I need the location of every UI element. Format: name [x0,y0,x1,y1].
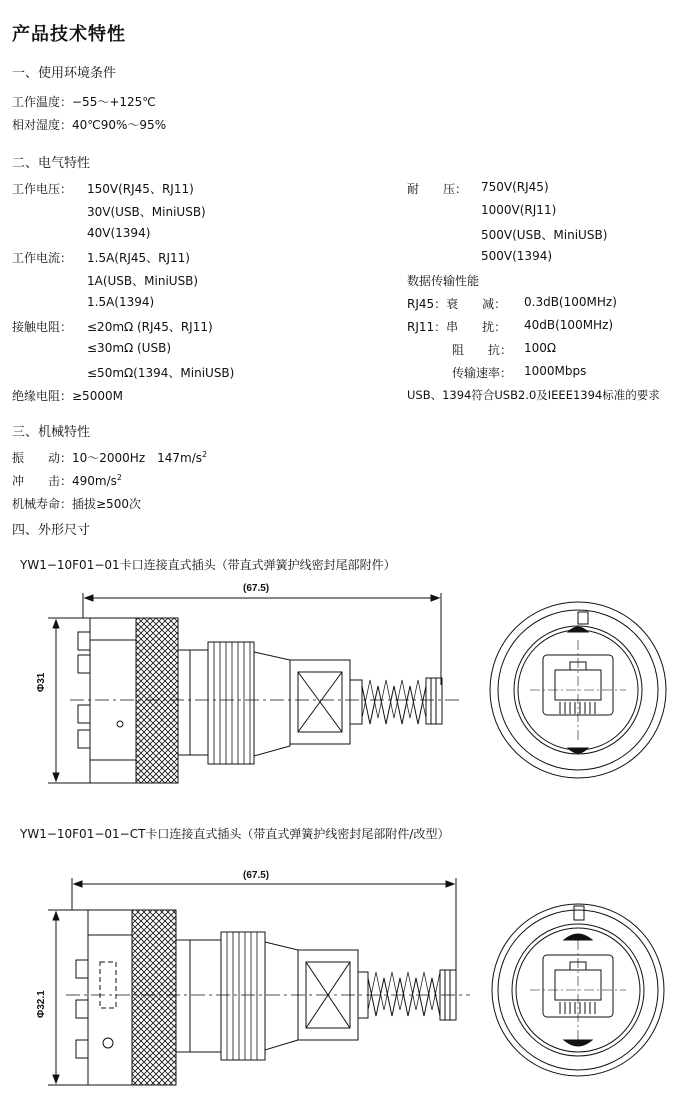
current-value: 1.5A(1394) [87,295,155,309]
rate-label: 传输速率： [452,366,513,380]
mechanical-life: 机械寿命：插拔≥500次 [12,497,141,511]
standard-compliance: USB、1394符合USB2.0及IEEE1394标准的要求 [407,388,660,402]
figure2-length-label: (67.5) [243,870,270,881]
impedance-label: 阻 抗： [452,343,513,357]
section-dims-heading: 四、外形尺寸 [12,523,91,538]
withstand-value: 500V(1394) [481,249,553,263]
rj11-crosstalk-value: 40dB(100MHz) [524,318,614,332]
figure2-side-view [48,878,470,1085]
rj45-attenuation-value: 0.3dB(100MHz) [524,295,617,309]
vibration-exponent: 2 [202,450,208,459]
withstand-value: 750V(RJ45) [481,180,549,194]
withstand-value: 500V(USB、MiniUSB) [481,228,608,242]
voltage-label: 工作电压： [12,182,73,196]
rj45-attenuation-label: RJ45：衰 减： [407,297,507,311]
figure2-end-view [492,904,664,1076]
shock-text: 冲 击：490m/s [12,474,117,488]
rate-value: 1000Mbps [524,364,587,378]
contact-label: 接触电阻： [12,320,73,334]
section-env-heading: 一、使用环境条件 [12,66,117,81]
rj11-crosstalk-label: RJ11：串 扰： [407,320,507,334]
relative-humidity: 相对湿度：40℃90%～95% [12,118,167,132]
figure1-end-view [490,602,666,778]
figure1-length-label: (67.5) [243,583,270,594]
impedance-value: 100Ω [524,341,557,355]
current-value: 1A(USB、MiniUSB) [87,274,199,288]
voltage-value: 150V(RJ45、RJ11) [87,182,194,196]
contact-value: ≤30mΩ (USB) [87,341,171,355]
figure1-diameter-label: Φ31 [36,672,47,692]
figure2-diameter-label: Φ32.1 [36,990,47,1018]
contact-value: ≤20mΩ (RJ45、RJ11) [87,320,213,334]
withstand-value: 1000V(RJ11) [481,203,557,217]
insulation-resistance: 绝缘电阻：≥5000M [12,389,123,403]
transfer-heading: 数据传输性能 [407,274,480,288]
current-label: 工作电流： [12,251,73,265]
shock-exponent: 2 [116,473,122,482]
withstand-label: 耐 压： [407,182,468,196]
figure1-caption: YW1−10F01−01卡口连接直式插头（带直式弹簧护线密封尾部附件） [20,558,396,572]
current-value: 1.5A(RJ45、RJ11) [87,251,190,265]
figure2-caption: YW1−10F01−01−CT卡口连接直式插头（带直式弹簧护线密封尾部附件/改型） [20,827,450,841]
voltage-value: 30V(USB、MiniUSB) [87,205,206,219]
section-elec-heading: 二、电气特性 [12,156,91,171]
voltage-value: 40V(1394) [87,226,151,240]
figure1-side-view [48,593,460,783]
page-title: 产品技术特性 [12,24,126,45]
vibration-text: 振 动：10～2000Hz 147m/s [12,451,203,465]
work-temperature: 工作温度：−55～+125℃ [12,95,156,109]
contact-value: ≤50mΩ(1394、MiniUSB) [87,366,235,380]
section-mech-heading: 三、机械特性 [12,425,91,440]
